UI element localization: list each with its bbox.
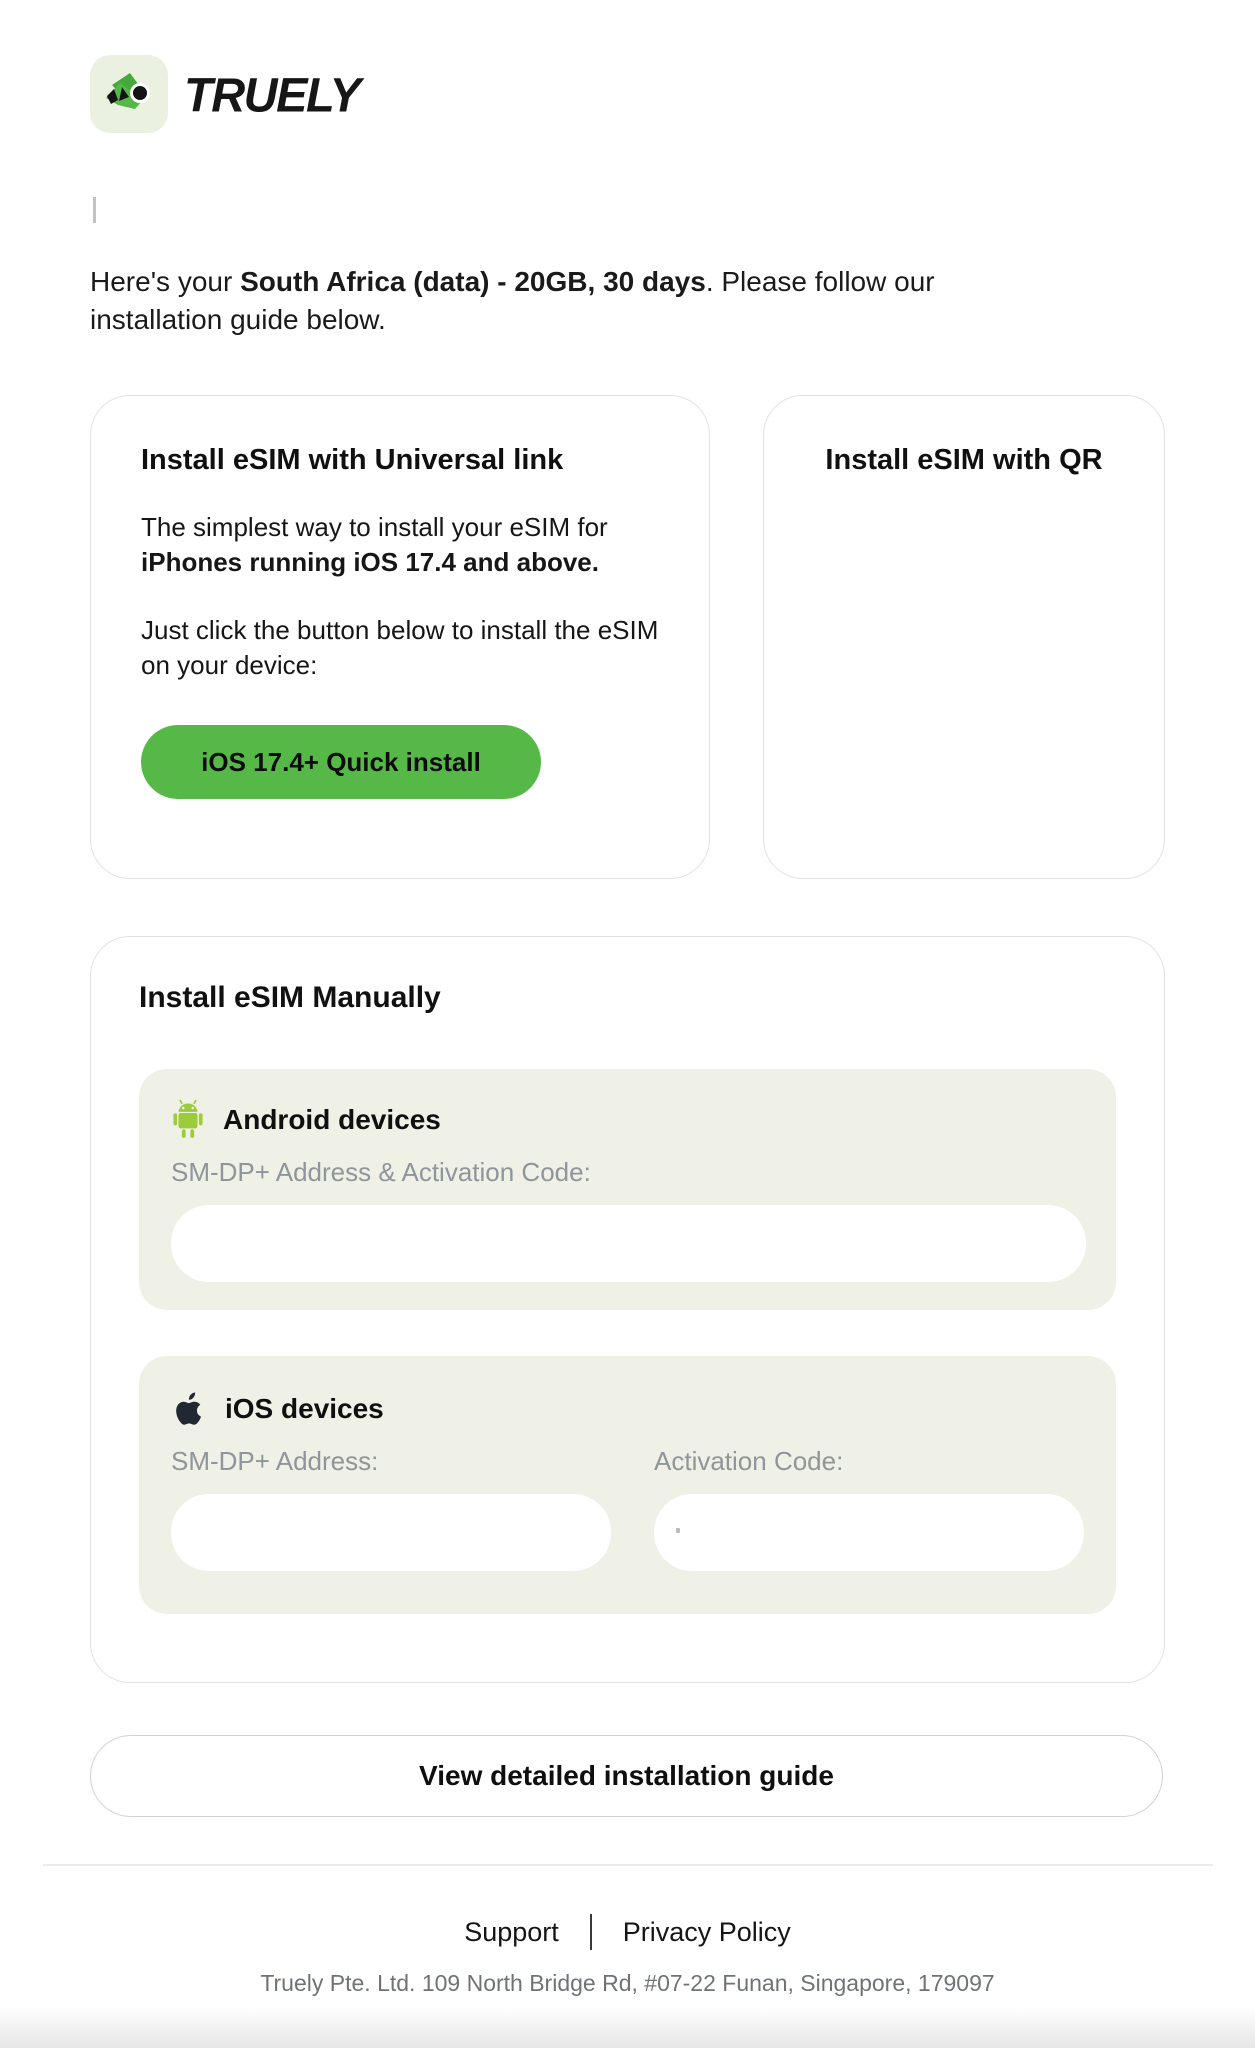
android-section	[139, 1069, 1116, 1310]
qr-card	[763, 395, 1165, 879]
android-section-title: Android devices	[223, 1104, 441, 1135]
company-address: Truely Pte. Ltd. 109 North Bridge Rd, #07-22 Funan, Singapore, 179097	[260, 1970, 995, 1996]
plan-name: South Africa (data) - 20GB, 30 days	[240, 266, 706, 297]
quick-install-button[interactable]: iOS 17.4+ Quick install	[141, 725, 541, 799]
android-code-label: SM-DP+ Address & Activation Code:	[171, 1157, 591, 1187]
ios-smdp-field[interactable]	[171, 1494, 611, 1571]
intro-prefix: Here's your	[90, 266, 241, 297]
email-body	[90, 0, 1165, 1817]
intro-paragraph	[90, 263, 1055, 339]
brand-wordmark: TRUELY	[184, 66, 360, 122]
universal-card-description	[141, 510, 671, 580]
ios-smdp-label: SM-DP+ Address:	[171, 1446, 379, 1476]
footer-links	[43, 1914, 1213, 1950]
page-bottom-fade	[0, 2006, 1255, 2048]
ios-section-header	[171, 1388, 1084, 1430]
privacy-policy-link[interactable]: Privacy Policy	[622, 1916, 791, 1947]
ios-fields-grid	[171, 1430, 1084, 1571]
android-code-field[interactable]	[171, 1205, 1086, 1282]
footer	[43, 1864, 1213, 1997]
universal-desc-bold: iPhones running iOS 17.4 and above.	[141, 547, 599, 577]
universal-link-card	[90, 395, 710, 879]
manual-card-title: Install eSIM Manually	[139, 981, 441, 1014]
manual-install-card	[90, 936, 1165, 1683]
truely-bird-icon	[102, 71, 156, 117]
intro-suffix: . Please follow our installation guide below.	[90, 266, 935, 335]
install-options-row	[90, 395, 1165, 879]
footer-divider	[43, 1864, 1213, 1866]
ios-activation-field[interactable]	[654, 1494, 1084, 1571]
ios-activation-column	[654, 1430, 1084, 1571]
universal-desc-regular: The simplest way to install your eSIM for	[141, 512, 608, 542]
empty-line-artifact	[93, 197, 96, 223]
ios-smdp-column	[171, 1430, 611, 1571]
ios-section-title: iOS devices	[225, 1393, 384, 1424]
universal-card-title: Install eSIM with Universal link	[141, 444, 564, 476]
brand-header[interactable]	[90, 0, 1165, 133]
truely-logo-tile	[90, 55, 168, 133]
view-guide-button[interactable]: View detailed installation guide	[90, 1735, 1163, 1817]
universal-card-instruction: Just click the button below to install the eSIM on your device:	[141, 615, 659, 680]
qr-card-title: Install eSIM with QR	[825, 444, 1103, 476]
android-section-header	[171, 1099, 1084, 1141]
support-link[interactable]: Support	[464, 1916, 559, 1947]
android-robot-icon	[171, 1099, 205, 1141]
ios-activation-label: Activation Code:	[654, 1446, 844, 1476]
footer-separator	[590, 1914, 592, 1950]
activation-field-artifact	[676, 1528, 680, 1533]
ios-section	[139, 1356, 1116, 1614]
apple-icon	[171, 1388, 207, 1430]
